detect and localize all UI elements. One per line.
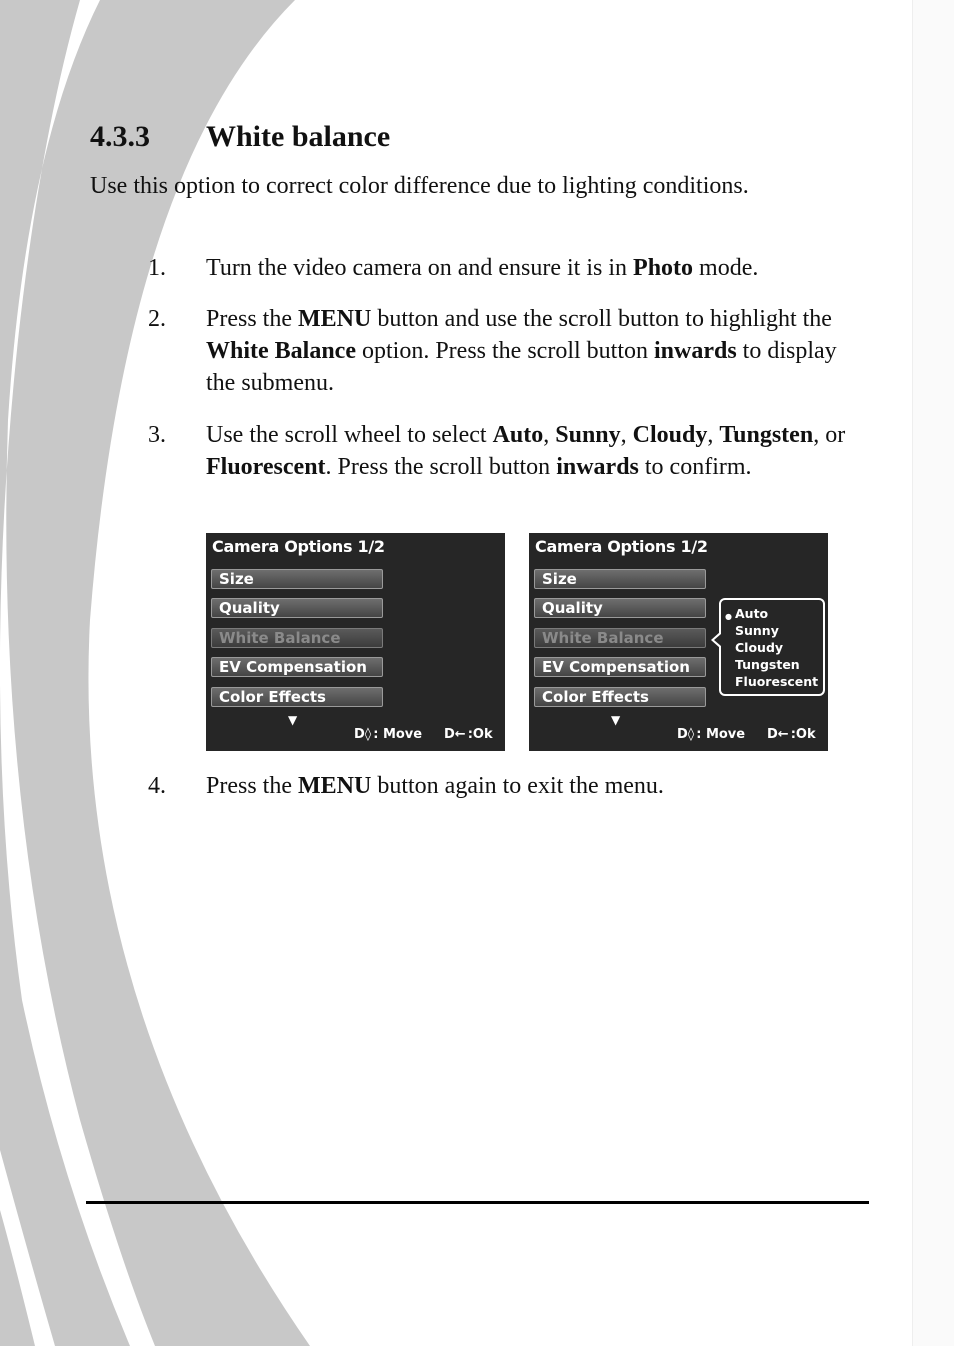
menu-item-color-effects: Color Effects xyxy=(534,687,706,707)
menu-item-size: Size xyxy=(534,569,706,589)
right-margin-band xyxy=(912,0,954,1346)
submenu-option-sunny: Sunny xyxy=(735,623,779,638)
press-inwards-icon: D← xyxy=(444,727,466,742)
step-text: Use the scroll wheel to select Auto, Sunny, Cloudy, Tungsten, or Fluorescent. Press the scroll button inwards to confirm. xyxy=(206,422,846,480)
white-balance-submenu xyxy=(719,598,825,696)
menu-item-quality: Quality xyxy=(534,598,706,618)
menu-item-white-balance: White Balance xyxy=(211,628,383,648)
menu-item-ev-compensation: EV Compensation xyxy=(534,657,706,677)
press-inwards-icon: D← xyxy=(767,727,789,742)
submenu-option-tungsten: Tungsten xyxy=(735,657,800,672)
ok-hint: D← :Ok xyxy=(444,727,493,742)
step-number: 1. xyxy=(148,255,166,281)
menu-item-size: Size xyxy=(211,569,383,589)
submenu-option-auto: Auto xyxy=(735,606,769,621)
intro-paragraph: Use this option to correct color difference due to lighting conditions. xyxy=(90,173,749,199)
footer-rule xyxy=(86,1201,869,1204)
move-hint: D◊ : Move xyxy=(354,727,423,742)
step-number: 4. xyxy=(148,773,166,799)
scroll-wheel-icon: D◊ xyxy=(354,727,372,742)
section-number: 4.3.3 xyxy=(90,120,150,153)
camera-screen-menu xyxy=(206,533,505,751)
scroll-down-arrow-icon: ▼ xyxy=(288,713,298,727)
menu-item-ev-compensation: EV Compensation xyxy=(211,657,383,677)
menu-item-white-balance: White Balance xyxy=(534,628,706,648)
move-hint: D◊ : Move xyxy=(677,727,746,742)
menu-item-quality: Quality xyxy=(211,598,383,618)
step-number: 2. xyxy=(148,306,166,332)
step-text: Press the MENU button again to exit the menu. xyxy=(206,773,664,799)
step-number: 3. xyxy=(148,422,166,448)
scroll-wheel-icon: D◊ xyxy=(677,727,695,742)
selected-bullet-icon: ● xyxy=(725,612,732,621)
section-heading xyxy=(90,120,790,160)
screen-title: Camera Options 1/2 xyxy=(535,537,708,556)
menu-item-color-effects: Color Effects xyxy=(211,687,383,707)
screen-title: Camera Options 1/2 xyxy=(212,537,385,556)
submenu-option-fluorescent: Fluorescent xyxy=(735,674,819,689)
step-text: Turn the video camera on and ensure it is in Photo mode. xyxy=(206,255,759,281)
camera-screen-submenu xyxy=(529,533,828,751)
scroll-down-arrow-icon: ▼ xyxy=(611,713,621,727)
section-title: White balance xyxy=(206,120,391,153)
submenu-option-cloudy: Cloudy xyxy=(735,640,784,655)
step-text: Press the MENU button and use the scroll button to highlight the White Balance option. Press the scroll button inwards to display the submenu. xyxy=(206,306,837,396)
ok-hint: D← :Ok xyxy=(767,727,816,742)
